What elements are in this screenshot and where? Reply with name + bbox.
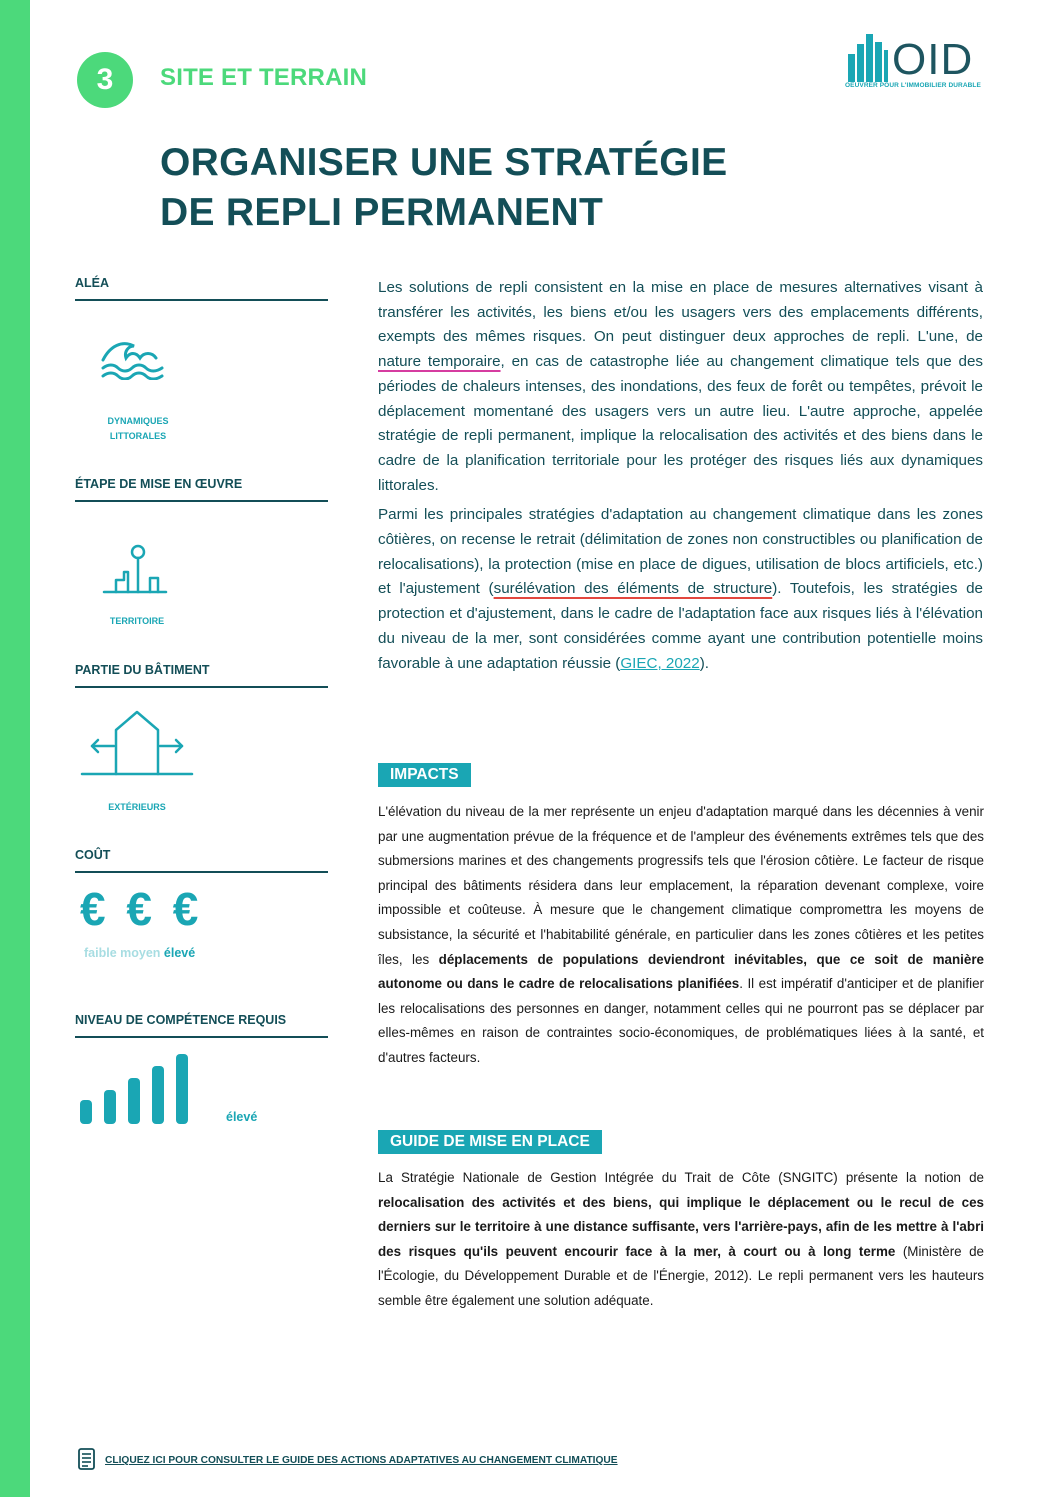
- guide-text-bold: relocalisation des activités et des biens, qui implique le déplacement ou le recul de ces derniers sur le territoire à une distance suffisante, vers l'arrière-pays, afin de les mettre à l'abri des risques qu'ils peuvent encourir face à la mer, à court ou à long terme: [378, 1194, 984, 1259]
- section-label: SITE ET TERRAIN: [160, 64, 368, 91]
- intro-p2-b: ). Toutefois, les stratégies de protection et d'ajustement, dans le cadre de l'adaptation face aux risques liés à l'élévation du niveau de la mer, sont considérées comme ayant une contribution potentielle moins favorable à une adaptation réussie (: [378, 580, 984, 672]
- competence-bar-5: [176, 1054, 188, 1124]
- page-accent-bar: [0, 0, 30, 1497]
- sidebar-partie: [75, 663, 328, 688]
- alea-caption: [90, 414, 186, 444]
- territory-icon: [102, 542, 168, 596]
- cout-heading: COÛT: [75, 848, 328, 873]
- guide-text-a: La Stratégie Nationale de Gestion Intégrée du Trait de Côte (SNGITC) présente la notion de: [378, 1170, 984, 1185]
- intro-p1-b: , en cas de catastrophe liée au changement climatique tels que des périodes de chaleurs intenses, des inondations, des feux de forêt ou tempêtes, prévoit le déplacement momentané des usagers vers un autre lieu. L'autre approche, appelée stratégie de repli permanent, implique la relocalisation des activités et des biens dans le cadre de la planification territoriale pour les protéger des risques liés aux dynamiques littorales.: [378, 353, 983, 494]
- section-number-badge: 3: [77, 52, 133, 108]
- cost-eleve: élevé: [163, 946, 196, 960]
- competence-bar-4: [152, 1066, 164, 1124]
- intro-text: [378, 276, 983, 676]
- cost-scale: [84, 946, 195, 960]
- cost-moyen: moyen: [120, 946, 161, 960]
- intro-p1-a: Les solutions de repli consistent en la mise en place de mesures alternatives visant à transférer les activités, les biens et/ou les usagers vers des emplacements différents, exempts des mêmes risques. On peut distinguer deux approches de repli. L'une, de: [378, 279, 983, 346]
- competence-label: élevé: [226, 1110, 258, 1124]
- title-line-2: DE REPLI PERMANENT: [160, 191, 604, 234]
- cost-faible: faible: [84, 946, 117, 960]
- impacts-text-a: L'élévation du niveau de la mer représente un enjeu d'adaptation marqué dans les décennies à venir par une augmentation prévue de la fréquence et de l'ampleur des événements extrêmes tels que des submersions marines et des changements progressifs tels que l'érosion côtière. Le facteur de risque principal des bâtiments résidera dans leur emplacement, la réparation devenant complexe, voire impossible et coûteuse. À mesure que le changement climatique compromettra les moyens de subsistance, la sécurité et l'habitabilité générale, en particulier dans les zones côtières et les petites îles, les: [378, 804, 984, 967]
- euro-icon: €: [80, 883, 106, 935]
- alea-caption-line-2: LITTORALES: [109, 431, 167, 441]
- competence-bar-2: [104, 1090, 116, 1124]
- etape-heading: ÉTAPE DE MISE EN ŒUVRE: [75, 477, 328, 502]
- logo-tagline: OEUVRER POUR L'IMMOBILIER DURABLE: [845, 82, 981, 89]
- competence-bars: [80, 1050, 210, 1124]
- document-icon[interactable]: [78, 1448, 95, 1470]
- impacts-heading: IMPACTS: [378, 763, 471, 787]
- sidebar-niveau: [75, 1013, 328, 1038]
- competence-bar-3: [128, 1078, 140, 1124]
- niveau-heading: NIVEAU DE COMPÉTENCE REQUIS: [75, 1013, 328, 1038]
- etape-caption: TERRITOIRE: [109, 616, 165, 626]
- impacts-text: [378, 800, 984, 1071]
- sidebar-etape: [75, 477, 328, 502]
- wave-icon: [100, 338, 166, 380]
- house-exterior-icon: [80, 708, 194, 778]
- logo-wordmark: OID: [892, 35, 974, 84]
- alea-heading: ALÉA: [75, 276, 328, 301]
- euro-icon: €: [172, 883, 199, 935]
- intro-paragraph-1: [378, 276, 983, 498]
- intro-p2-c: ).: [699, 654, 709, 672]
- title-line-1: ORGANISER UNE STRATÉGIE: [160, 141, 728, 184]
- sidebar-cout: [75, 848, 328, 873]
- guide-text: [378, 1166, 984, 1314]
- intro-p1-underlined: nature temporaire: [378, 353, 501, 371]
- partie-heading: PARTIE DU BÂTIMENT: [75, 663, 328, 688]
- cost-symbols: [80, 884, 198, 934]
- impacts-text-b: . Il est impératif d'anticiper et de planifier les relocalisations des personnes en danger, notamment celles qui ne pourront pas se déplacer par elles-mêmes en raison de contraintes socio-économiques, de problématiques liées à la santé, et d'autres facteurs.: [378, 976, 984, 1065]
- competence-bar-1: [80, 1100, 92, 1124]
- guide-actions-link[interactable]: CLIQUEZ ICI POUR CONSULTER LE GUIDE DES ACTIONS ADAPTATIVES AU CHANGEMENT CLIMATIQUE: [105, 1455, 618, 1466]
- partie-caption: EXTÉRIEURS: [108, 802, 166, 812]
- alea-caption-line-1: DYNAMIQUES: [107, 416, 169, 426]
- giec-link[interactable]: GIEC, 2022: [620, 654, 700, 672]
- guide-text-b: (Ministère de l'Écologie, du Développement Durable et de l'Énergie, 2012). Le repli permanent vers les hauteurs semble être également une solution adéquate.: [378, 1243, 984, 1308]
- intro-p2-underlined: surélévation des éléments de structure: [493, 580, 773, 598]
- impacts-text-bold: déplacements de populations deviendront inévitables, que ce soit de manière autonome ou dans le cadre de relocalisations planifiées: [378, 951, 984, 992]
- sidebar-alea: [75, 276, 328, 301]
- intro-paragraph-2: [378, 503, 983, 676]
- page-title: [160, 138, 727, 238]
- euro-icon: €: [126, 883, 152, 935]
- guide-heading: GUIDE DE MISE EN PLACE: [378, 1130, 602, 1154]
- intro-p2-a: Parmi les principales stratégies d'adaptation au changement climatique dans les zones côtières, on recense le retrait (délimitation de zones non constructibles ou planification de relocalisations), la protection (mise en place de digues, utilisation de blocs artificiels, etc.) et l'ajustement (: [378, 506, 983, 598]
